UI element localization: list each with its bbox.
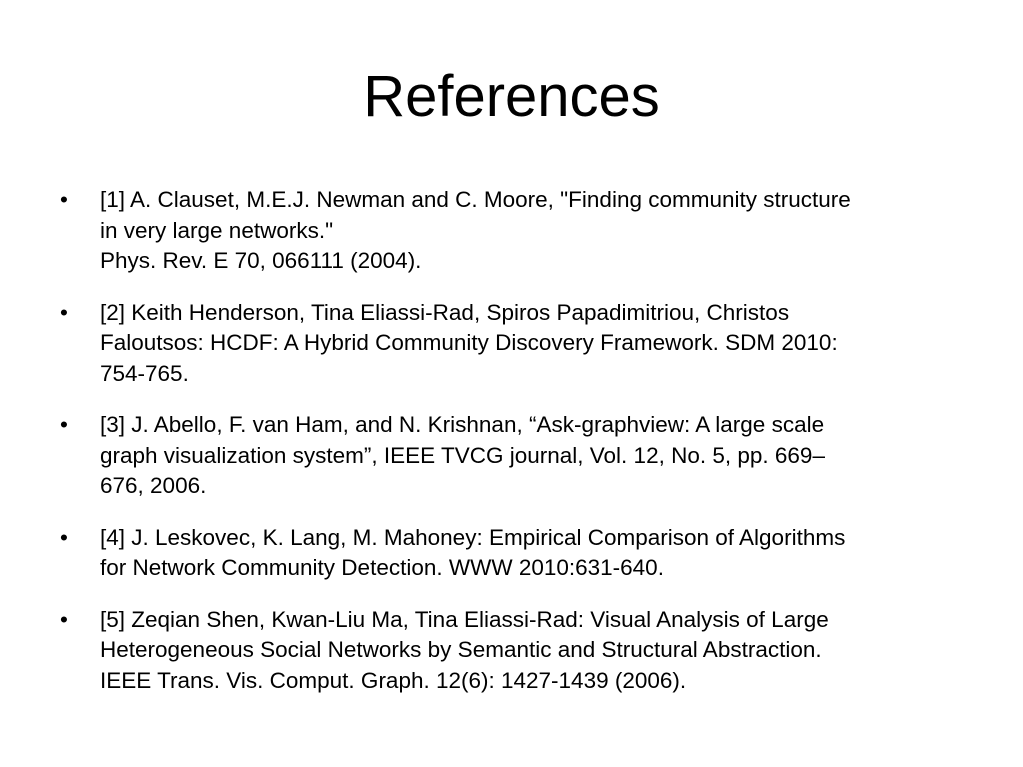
- reference-line: Heterogeneous Social Networks by Semantic and Structural Abstraction.: [100, 637, 822, 662]
- reference-line: graph visualization system”, IEEE TVCG journal, Vol. 12, No. 5, pp. 669–: [100, 442, 825, 468]
- reference-line: Phys. Rev. E 70, 066111 (2004).: [100, 248, 422, 273]
- reference-line: [1] A. Clauset, M.E.J. Newman and C. Moore, "Finding community structure: [100, 187, 851, 212]
- reference-item: [60, 298, 970, 390]
- reference-line: IEEE Trans. Vis. Comput. Graph. 12(6): 1427-1439 (2006).: [100, 667, 687, 693]
- reference-line: [4] J. Leskovec, K. Lang, M. Mahoney: Empirical Comparison of Algorithms: [100, 524, 846, 550]
- reference-line: for Network Community Detection. WWW 2010:631-640.: [100, 555, 664, 580]
- bullet-icon: •: [60, 606, 68, 632]
- bullet-icon: •: [60, 524, 68, 550]
- reference-line: [2] Keith Henderson, Tina Eliassi-Rad, Spiros Papadimitriou, Christos: [100, 299, 790, 325]
- reference-item: [60, 605, 970, 697]
- bullet-icon: •: [60, 299, 68, 325]
- reference-list: [60, 185, 970, 717]
- bullet-icon: •: [60, 412, 68, 437]
- reference-item: [60, 523, 970, 584]
- reference-line: Faloutsos: HCDF: A Hybrid Community Discovery Framework. SDM 2010:: [100, 330, 838, 355]
- reference-line: [3] J. Abello, F. van Ham, and N. Krishnan, “Ask-graphview: A large scale: [100, 412, 825, 437]
- reference-line: in very large networks.": [100, 217, 334, 243]
- reference-line: 754-765.: [100, 360, 189, 386]
- reference-line: 676, 2006.: [100, 473, 207, 498]
- reference-line: [5] Zeqian Shen, Kwan-Liu Ma, Tina Eliassi-Rad: Visual Analysis of Large: [100, 606, 829, 632]
- slide-title: References: [363, 64, 660, 129]
- bullet-icon: •: [60, 187, 68, 212]
- reference-item: [60, 410, 970, 502]
- reference-item: [60, 185, 970, 277]
